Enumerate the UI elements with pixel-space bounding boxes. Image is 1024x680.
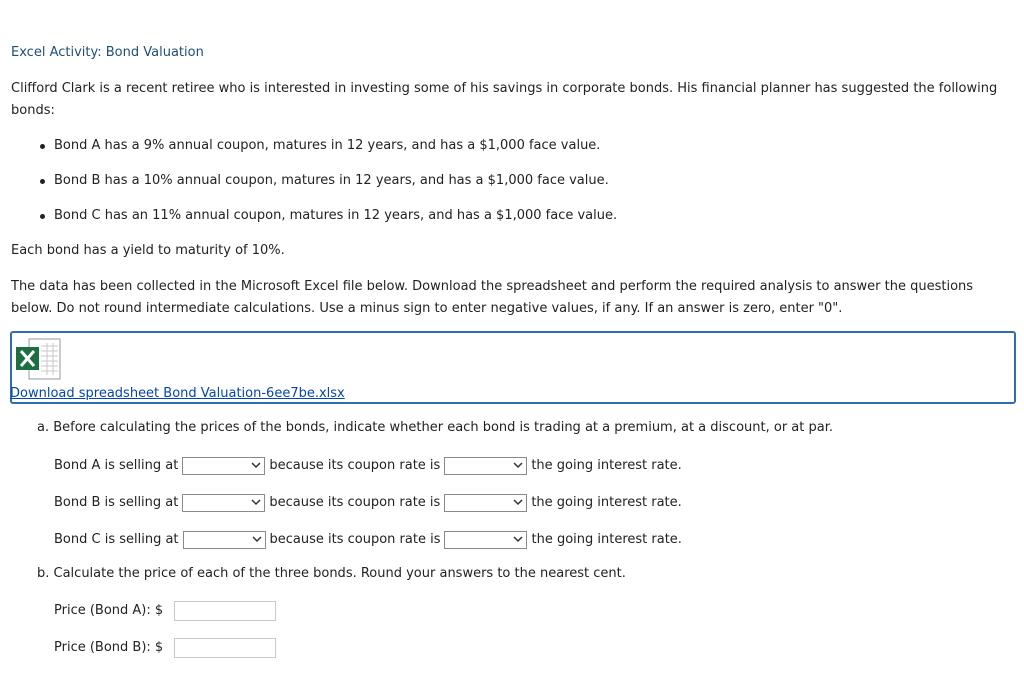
bond-b-coupon-select[interactable]	[444, 494, 527, 512]
bond-b-row	[54, 493, 682, 513]
bond-a-middle-text: because its coupon rate is	[269, 458, 441, 473]
bond-list	[40, 135, 617, 240]
bond-c-label: Bond C is selling at	[54, 532, 179, 547]
bond-b-middle-text: because its coupon rate is	[269, 495, 441, 510]
chevron-down-icon	[251, 497, 261, 507]
instructions-paragraph: The data has been collected in the Microsoft Excel file below. Download the spreadsheet and perform the required analysis to answer the questions below. Do not round intermediate calculations. Use a minus sign to enter negative values, if any. If an answer is zero, enter "0".	[11, 279, 974, 316]
bond-a-premium-select[interactable]	[182, 457, 265, 475]
part-a-question: a. Before calculating the prices of the bonds, indicate whether each bond is trading at a premium, at a discount, or at par.	[37, 420, 833, 435]
chevron-down-icon	[513, 534, 523, 544]
chevron-down-icon	[251, 460, 261, 470]
bond-b-premium-select[interactable]	[182, 494, 265, 512]
bond-c-row	[54, 530, 682, 550]
bond-a-end-text: the going interest rate.	[531, 458, 682, 473]
excel-file-icon[interactable]	[15, 338, 61, 380]
price-b-label: Price (Bond B): $	[54, 640, 164, 655]
bond-c-item: Bond C has an 11% annual coupon, matures in 12 years, and has a $1,000 face value.	[40, 205, 617, 240]
bond-c-end-text: the going interest rate.	[531, 532, 682, 547]
bond-b-end-text: the going interest rate.	[531, 495, 682, 510]
bond-a-label: Bond A is selling at	[54, 458, 179, 473]
download-spreadsheet-link[interactable]: Download spreadsheet Bond Valuation-6ee7be.xlsx	[10, 386, 345, 401]
bond-a-coupon-select[interactable]	[444, 457, 527, 475]
chevron-down-icon	[513, 497, 523, 507]
bond-a-row	[54, 456, 682, 476]
download-box	[10, 331, 1016, 404]
bond-b-item: Bond B has a 10% annual coupon, matures in 12 years, and has a $1,000 face value.	[40, 170, 617, 205]
price-a-row	[54, 601, 163, 621]
intro-paragraph: Clifford Clark is a recent retiree who is interested in investing some of his savings in corporate bonds. His financial planner has suggested the following bonds:	[11, 81, 998, 118]
price-b-input[interactable]	[174, 638, 276, 658]
bond-a-item: Bond A has a 9% annual coupon, matures in 12 years, and has a $1,000 face value.	[40, 135, 617, 170]
part-b-question: b. Calculate the price of each of the three bonds. Round your answers to the nearest cent.	[37, 566, 626, 581]
bond-c-coupon-select[interactable]	[444, 531, 527, 549]
page-title: Excel Activity: Bond Valuation	[11, 45, 204, 60]
price-a-label: Price (Bond A): $	[54, 603, 164, 618]
price-a-input[interactable]	[174, 601, 276, 621]
bond-b-label: Bond B is selling at	[54, 495, 179, 510]
chevron-down-icon	[252, 534, 262, 544]
bond-c-premium-select[interactable]	[183, 531, 266, 549]
price-b-row	[54, 638, 163, 658]
ytm-paragraph: Each bond has a yield to maturity of 10%.	[11, 243, 285, 258]
bond-c-middle-text: because its coupon rate is	[269, 532, 441, 547]
chevron-down-icon	[513, 460, 523, 470]
